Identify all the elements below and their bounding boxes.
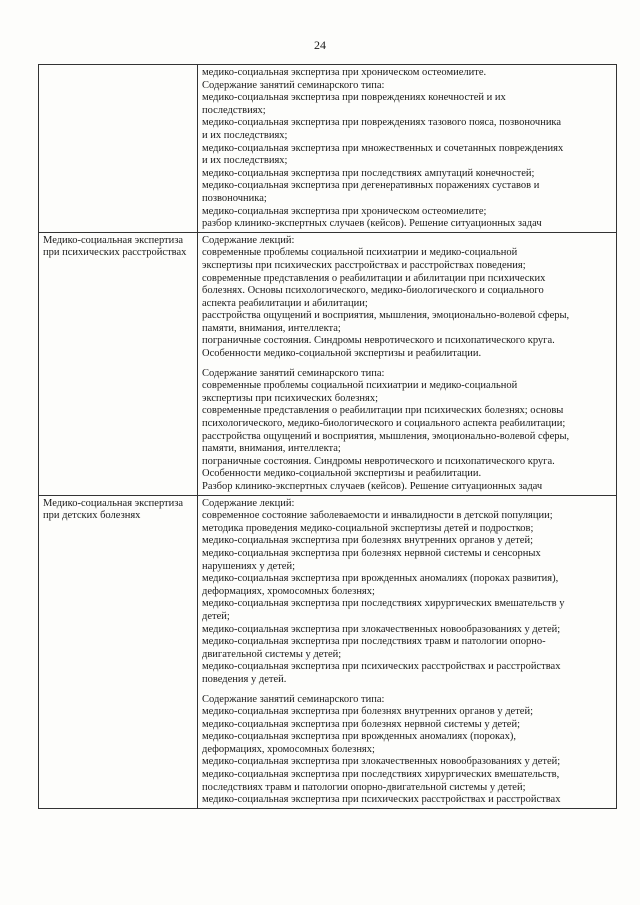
section-title: Медико-социальная экспертиза при психических расстройствах: [43, 234, 187, 259]
section-content-cell: [198, 495, 617, 808]
content-line: медико-социальная экспертиза при хроническом остеомиелите;: [202, 205, 487, 217]
content-line: медико-социальная экспертиза при болезнях внутренних органов у детей;: [202, 535, 533, 547]
content-line: деформациях, хромосомных болезнях;: [202, 585, 375, 597]
content-line: медико-социальная экспертиза при психических расстройствах и расстройствах: [202, 661, 561, 673]
content-line: современные представления о реабилитации при психических болезнях; основы: [202, 405, 564, 417]
content-line: последствиях травм и патологии опорно-двигательной системы у детей;: [202, 781, 526, 793]
section-content-cell: [198, 65, 617, 233]
content-line: медико-социальная экспертиза при врожденных аномалиях (пороках развития),: [202, 573, 559, 585]
content-line: Особенности медико-социальной экспертизы и реабилитации.: [202, 348, 482, 360]
content-line: поведения у детей.: [202, 673, 287, 685]
content-line: Содержание занятий семинарского типа:: [202, 693, 385, 705]
content-line: двигательной системы у детей;: [202, 648, 342, 660]
content-line: расстройства ощущений и восприятия, мышления, эмоционально-волевой сферы,: [202, 430, 570, 442]
content-line: современные проблемы социальной психиатрии и медико-социальной: [202, 380, 518, 392]
section-title-cell: [39, 65, 198, 233]
content-line: медико-социальная экспертиза при злокачественных новообразованиях у детей;: [202, 756, 561, 768]
content-line: пограничные состояния. Синдромы невротического и психопатического круга.: [202, 455, 555, 467]
content-line: методика проведения медико-социальной экспертизы детей и подростков;: [202, 522, 534, 534]
section-title: Медико-социальная экспертиза при детских болезнях: [43, 497, 184, 522]
content-line: позвоночника;: [202, 192, 267, 204]
content-line: современные представления о реабилитации и абилитации при психических: [202, 272, 546, 284]
content-line: Содержание лекций:: [202, 234, 295, 246]
content-line: экспертизы при психических болезнях;: [202, 392, 379, 404]
content-line: медико-социальная экспертиза при последствиях ампутаций конечностей;: [202, 167, 535, 179]
content-line: аспекта реабилитации и абилитации;: [202, 297, 368, 309]
content-line: и их последствиях;: [202, 129, 288, 141]
curriculum-table: [38, 64, 617, 809]
content-line: медико-социальная экспертиза при злокачественных новообразованиях у детей;: [202, 623, 561, 635]
content-line: медико-социальная экспертиза при болезнях нервной системы и сенсорных: [202, 547, 541, 559]
content-line: болезнях. Основы психологического, медико-биологического и социального: [202, 285, 544, 297]
content-line: медико-социальная экспертиза при последствиях хирургических вмешательств у: [202, 598, 565, 610]
content-line: памяти, внимания, интеллекта;: [202, 443, 341, 455]
table-row: [39, 232, 617, 495]
page-number: 24: [314, 38, 326, 52]
content-line: медико-социальная экспертиза при множественных и сочетанных повреждениях: [202, 142, 564, 154]
content-line: Особенности медико-социальной экспертизы и реабилитации.: [202, 468, 482, 480]
content-line: пограничные состояния. Синдромы невротического и психопатического круга.: [202, 335, 555, 347]
table-row: [39, 65, 617, 233]
content-line: экспертизы при психических расстройствах и расстройствах поведения;: [202, 259, 526, 271]
content-line: медико-социальная экспертиза при хроническом остеомиелите.: [202, 67, 487, 78]
content-line: современные проблемы социальной психиатрии и медико-социальной: [202, 247, 518, 259]
spacer: [202, 687, 612, 694]
section-title-cell: [39, 232, 198, 495]
content-line: деформациях, хромосомных болезнях;: [202, 743, 375, 755]
content-line: Разбор клинико-экспертных случаев (кейсов). Решение ситуационных задач: [202, 481, 543, 492]
content-line: современное состояние заболеваемости и инвалидности в детской популяции;: [202, 510, 553, 522]
content-line: медико-социальная экспертиза при психических расстройствах и расстройствах: [202, 794, 561, 806]
section-content-cell: [198, 232, 617, 495]
content-line: Содержание занятий семинарского типа:: [202, 367, 385, 379]
content-line: и их последствиях;: [202, 155, 288, 167]
content-line: психологического, медико-биологического и социального аспекта реабилитации;: [202, 418, 566, 430]
content-line: медико-социальная экспертиза при врожденных аномалиях (пороках),: [202, 731, 516, 743]
content-line: детей;: [202, 610, 230, 622]
content-line: памяти, внимания, интеллекта;: [202, 322, 341, 334]
content-line: разбор клинико-экспертных случаев (кейсов). Решение ситуационных задач: [202, 218, 542, 230]
section-title-cell: [39, 495, 198, 808]
content-line: расстройства ощущений и восприятия, мышления, эмоционально-волевой сферы,: [202, 310, 570, 322]
spacer: [202, 361, 612, 368]
content-line: последствиях;: [202, 104, 266, 116]
table-row: [39, 495, 617, 808]
content-line: Содержание лекций:: [202, 497, 295, 509]
table-body: [39, 65, 617, 809]
content-line: Содержание занятий семинарского типа:: [202, 79, 385, 91]
content-line: медико-социальная экспертиза при повреждениях конечностей и их: [202, 92, 506, 104]
content-line: медико-социальная экспертиза при последствиях хирургических вмешательств,: [202, 769, 560, 781]
content-line: медико-социальная экспертиза при повреждениях тазового пояса, позвоночника: [202, 117, 562, 129]
content-line: медико-социальная экспертиза при болезнях внутренних органов у детей;: [202, 706, 533, 718]
content-line: нарушениях у детей;: [202, 560, 295, 572]
content-line: медико-социальная экспертиза при болезнях нервной системы у детей;: [202, 718, 520, 730]
content-line: медико-социальная экспертиза при последствиях травм и патологии опорно-: [202, 636, 546, 648]
content-line: медико-социальная экспертиза при дегенеративных поражениях суставов и: [202, 180, 540, 192]
